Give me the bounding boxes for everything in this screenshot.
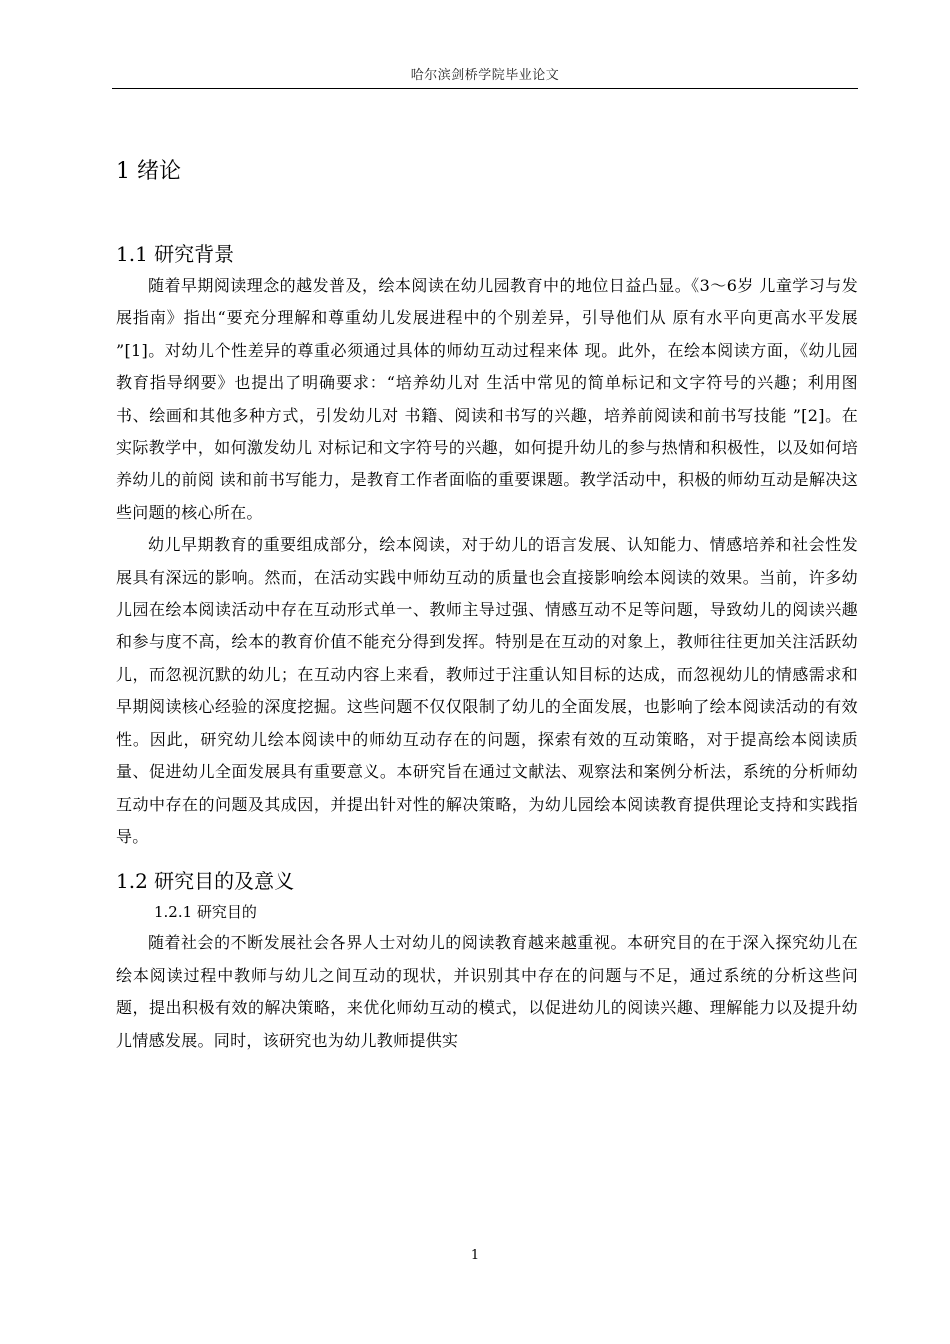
section-title-purpose-significance: 1.2 研究目的及意义	[116, 869, 295, 894]
paragraph: 随着早期阅读理念的越发普及，绘本阅读在幼儿园教育中的地位日益凸显。《3～6岁 儿童学习与发展指南》指出“要充分理解和尊重幼儿发展进程中的个别差异，引导他们从 原有水平向更高水平发展 ”[1]。对幼儿个性差异的尊重必须通过具体的师幼互动过程来体 现。此外，在绘本阅读方面，《幼儿园教育指导纲要》也提出了明确要求：“培养幼儿对 生活中常见的简单标记和文字符号的兴趣；利用图书、绘画和其他多种方式，引发幼儿对 书籍、阅读和书写的兴趣，培养前阅读和前书写技能 ”[2]。在实际教学中，如何激发幼儿 对标记和文字符号的兴趣，如何提升幼儿的参与热情和积极性，以及如何培养幼儿的前阅 读和前书写能力，是教育工作者面临的重要课题。教学活动中，积极的师幼互动是解决这 些问题的核心所在。	[116, 276, 858, 522]
page-body	[116, 148, 858, 1057]
page-number: 1	[470, 1248, 480, 1263]
running-header: 哈尔滨剑桥学院毕业论文	[410, 68, 560, 83]
paragraph: 幼儿早期教育的重要组成部分，绘本阅读，对于幼儿的语言发展、认知能力、情感培养和社会性发展具有深远的影响。然而，在活动实践中师幼互动的质量也会直接影响绘本阅读的效果。当前，许多幼儿园在绘本阅读活动中存在互动形式单一、教师主导过强、情感互动不足等问题，导致幼儿的阅读兴趣和参与度不高，绘本的教育价值不能充分得到发挥。特别是在互动的对象上，教师往往更加关注活跃幼儿，而忽视沉默的幼儿；在互动内容上来看，教师过于注重认知目标的达成，而忽视幼儿的情感需求和早期阅读核心经验的深度挖掘。这些问题不仅仅限制了幼儿的全面发展，也影响了绘本阅读活动的有效性。因此，研究幼儿绘本阅读中的师幼互动存在的问题，探索有效的互动策略，对于提高绘本阅读质量、促进幼儿全面发展具有重要意义。本研究旨在通过文献法、观察法和案例分析法，系统的分析师幼互动中存在的问题及其成因，并提出针对性的解决策略，为幼儿园绘本阅读教育提供理论支持和实践指导。	[116, 535, 858, 846]
chapter-title: 1 绪论	[116, 159, 181, 184]
paragraph: 随着社会的不断发展社会各界人士对幼儿的阅读教育越来越重视。本研究目的在于深入探究幼儿在绘本阅读过程中教师与幼儿之间互动的现状，并识别其中存在的问题与不足，通过系统的分析这些问题，提出积极有效的解决策略，来优化师幼互动的模式，以促进幼儿的阅读兴趣、理解能力以及提升幼儿情感发展。同时，该研究也为幼儿教师提供实	[116, 933, 858, 1050]
header-rule	[112, 88, 858, 89]
section-title-research-background: 1.1 研究背景	[116, 242, 235, 266]
subsection-title-research-purpose: 1.2.1 研究目的	[154, 903, 257, 922]
